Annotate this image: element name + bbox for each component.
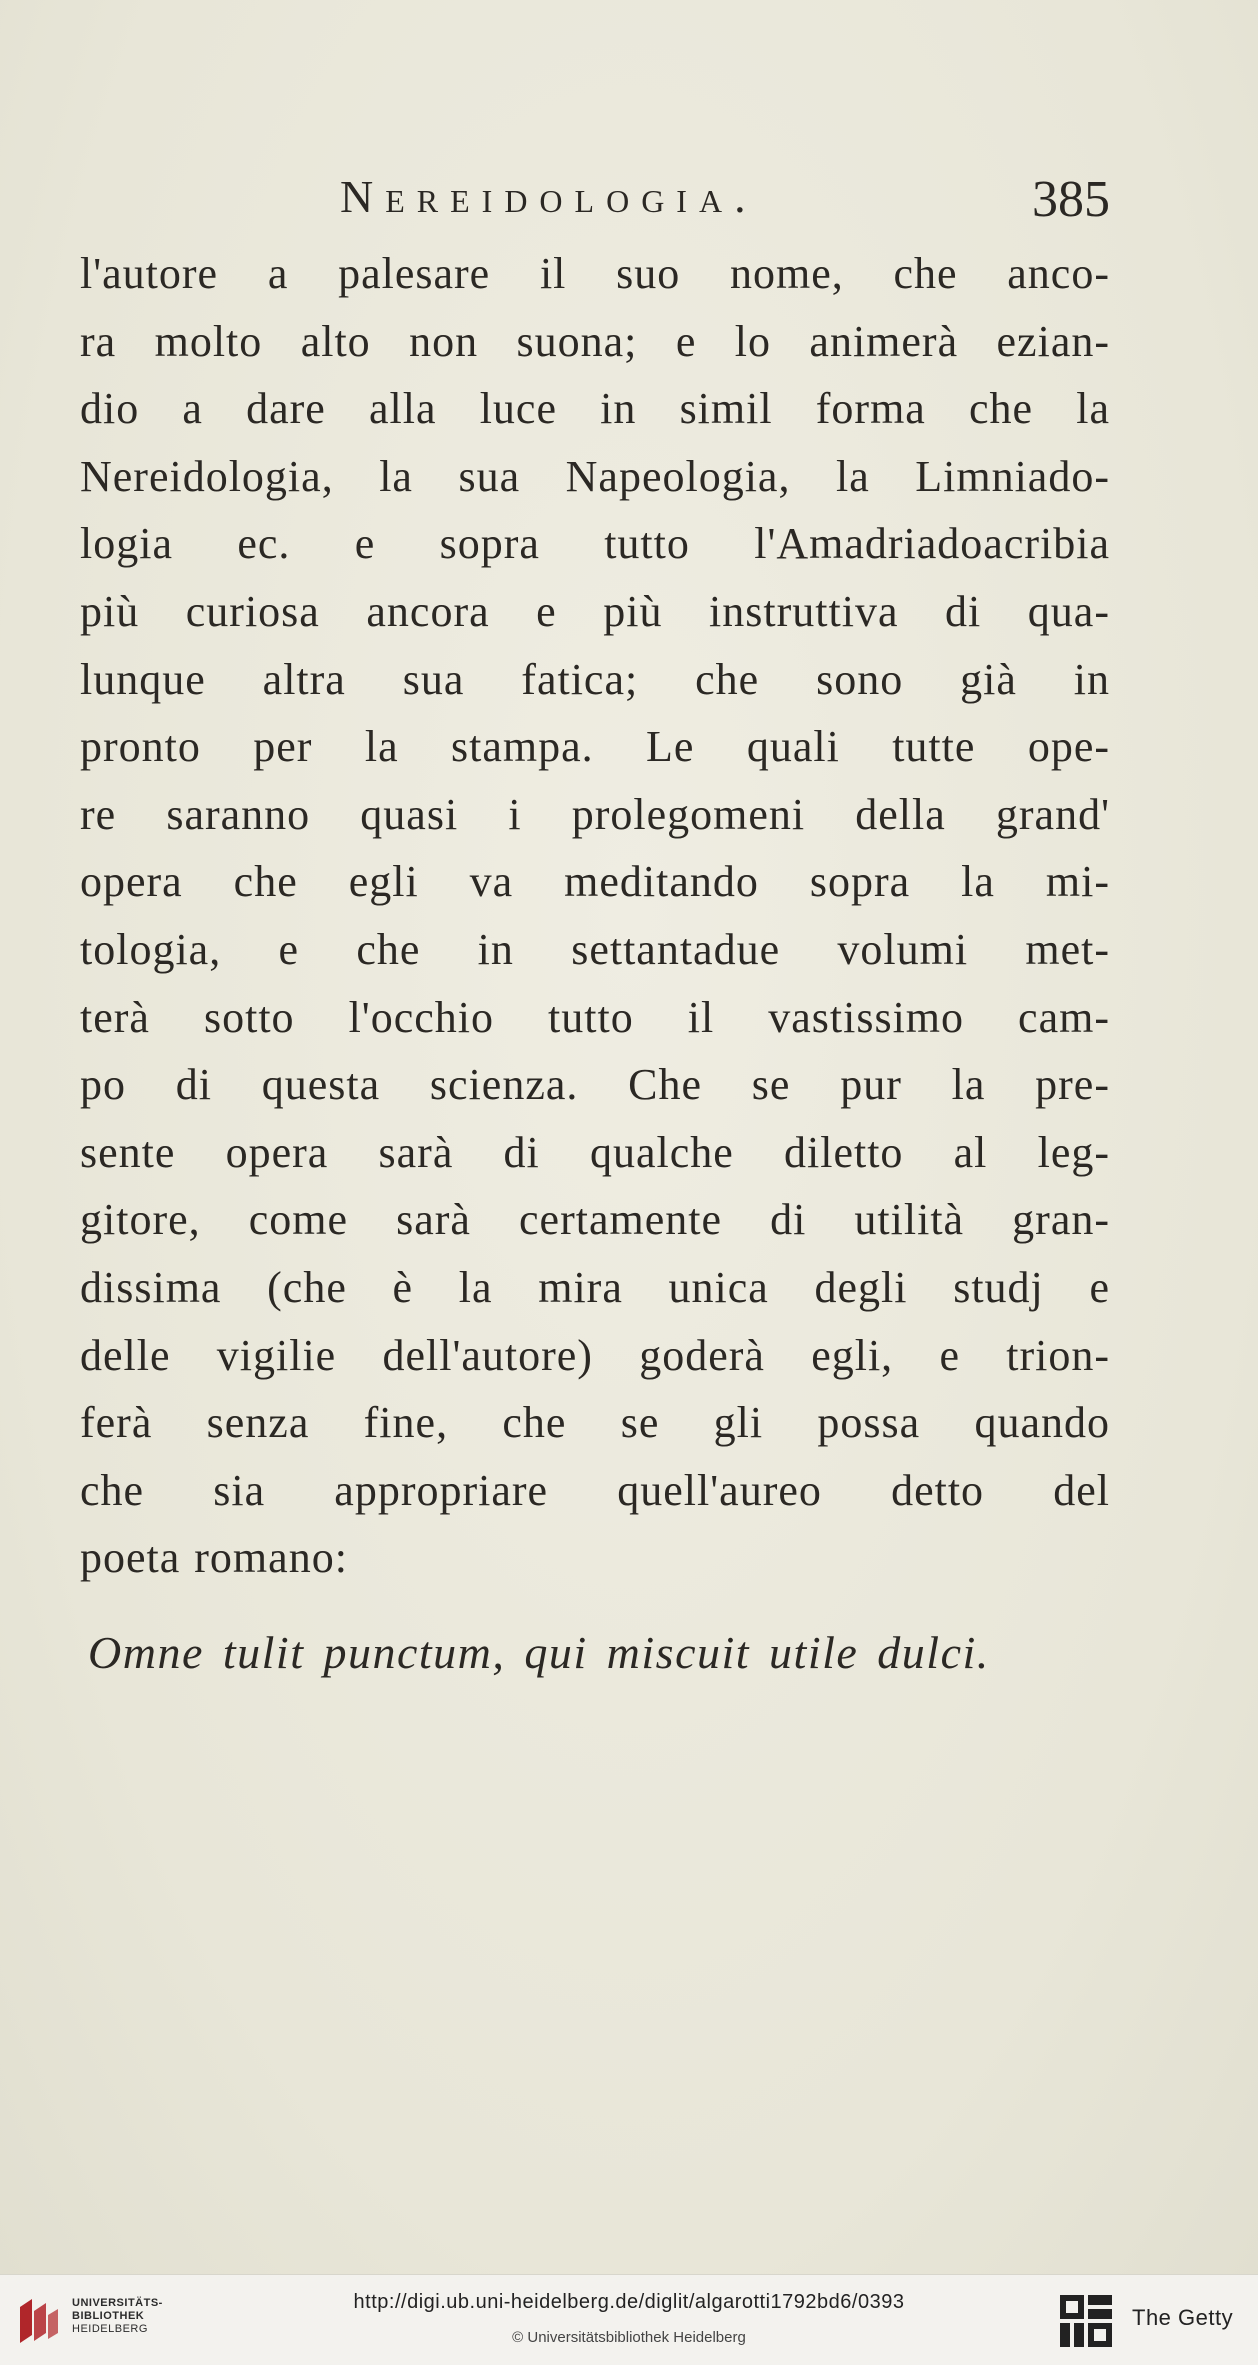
text-line: poeta romano: [80, 1533, 348, 1583]
text-line: tologia, e che in settantadue volumi met- [80, 924, 1110, 974]
text-line: Nereidologia, la sua Napeologia, la Limniado- [80, 451, 1110, 501]
text-line: lunque altra sua fatica; che sono già in [80, 654, 1110, 704]
text-line: dio a dare alla luce in simil forma che la [80, 384, 1110, 434]
text-line: terà sotto l'occhio tutto il vastissimo cam- [80, 992, 1110, 1042]
text-line: po di questa scienza. Che se pur la pre- [80, 1060, 1110, 1110]
text-line: più curiosa ancora e più instruttiva di qua- [80, 586, 1110, 636]
page-number: 385 [1032, 171, 1110, 228]
text-line: l'autore a palesare il suo nome, che anco- [80, 249, 1110, 298]
text-line: re saranno quasi i prolegomeni della grand' [80, 789, 1110, 839]
body-text [80, 240, 1110, 1592]
text-line: ra molto alto non suona; e lo animerà ezian- [80, 316, 1110, 366]
partner-name: The Getty [1132, 2305, 1234, 2330]
text-line: gitore, come sarà certamente di utilità gran- [80, 1195, 1110, 1245]
text-line: delle vigilie dell'autore) goderà egli, e trion- [80, 1330, 1110, 1380]
viewer-footer [0, 2274, 1258, 2365]
permalink-url[interactable]: http://digi.ub.uni-heidelberg.de/diglit/algarotti1792bd6/0393 [353, 2291, 905, 2313]
text-line: dissima (che è la mira unica degli studj e [80, 1262, 1110, 1312]
text-line: pronto per la stampa. Le quali tutte ope- [80, 722, 1110, 772]
getty-logo-icon [1058, 2293, 1114, 2349]
university-library-name: UNIVERSITÄTS- BIBLIOTHEK HEIDELBERG [72, 2297, 163, 2335]
running-head-title: Nereidologia. [340, 171, 758, 222]
running-head [340, 170, 1110, 230]
text-line: logia ec. e sopra tutto l'Amadriadoacribia [80, 519, 1110, 569]
text-line: che sia appropriare quell'aureo detto del [80, 1465, 1110, 1515]
verse-quotation: Omne tulit punctum, qui miscuit utile dulci. [88, 1627, 990, 1678]
text-line: sente opera sarà di qualche diletto al leg- [80, 1127, 1110, 1177]
text-line: opera che egli va meditando sopra la mi- [80, 857, 1110, 907]
text-line: ferà senza fine, che se gli possa quando [80, 1398, 1110, 1448]
copyright-notice: © Universitätsbibliothek Heidelberg [512, 2329, 746, 2346]
